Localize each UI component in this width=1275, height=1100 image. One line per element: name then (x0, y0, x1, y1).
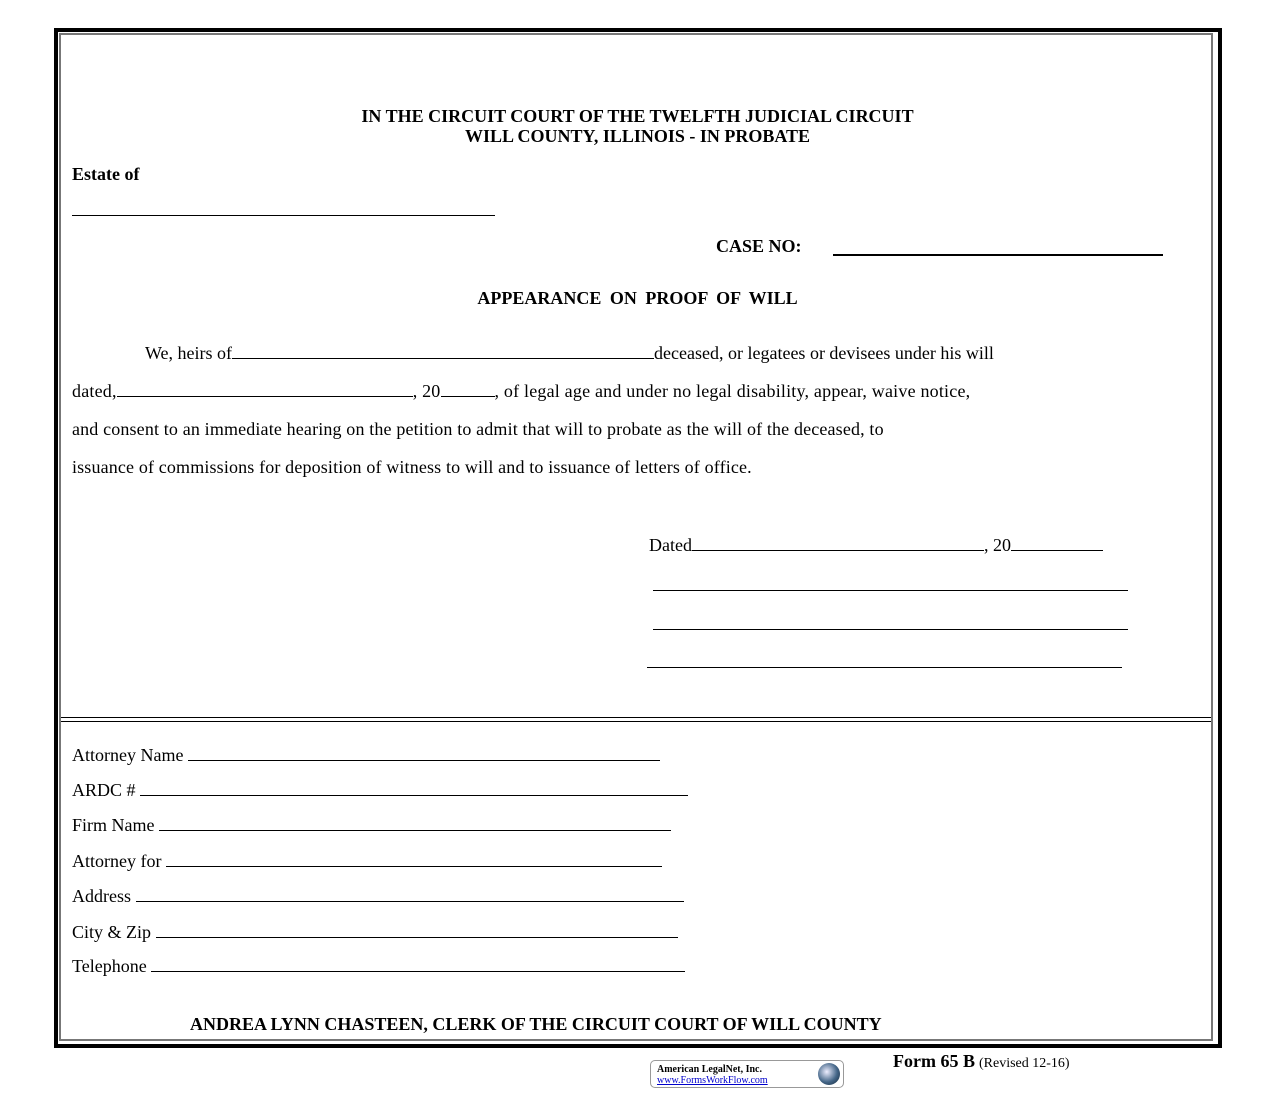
text: , of legal age and under no legal disability, appear, waive notice, (494, 381, 971, 401)
address-field[interactable] (136, 887, 684, 902)
address-row (72, 886, 684, 907)
label: Firm Name (72, 815, 155, 835)
ardc-row (72, 780, 688, 801)
signature-line-3[interactable] (647, 667, 1122, 668)
firm-name-row (72, 815, 671, 836)
court-header-line1: IN THE CIRCUIT COURT OF THE TWELFTH JUDICIAL CIRCUIT (361, 106, 914, 126)
dated-label: Dated (649, 535, 692, 555)
city-zip-field[interactable] (156, 923, 678, 938)
form-number-label: Form 65 B (893, 1051, 975, 1071)
body-p2 (72, 381, 970, 402)
estate-name-field[interactable] (72, 215, 495, 216)
section-divider (61, 717, 1211, 718)
logo-company: American LegalNet, Inc. (657, 1064, 762, 1075)
telephone-row (72, 956, 685, 977)
firm-name-field[interactable] (159, 816, 671, 831)
telephone-field[interactable] (151, 957, 685, 972)
body-p1 (145, 343, 994, 364)
city-zip-row (72, 922, 678, 943)
body-p4: issuance of commissions for deposition of witness to will and to issuance of letters of office. (72, 457, 752, 477)
logo-url-link[interactable]: www.FormsWorkFlow.com (657, 1075, 768, 1086)
dated-row (649, 535, 1103, 556)
ardc-field[interactable] (140, 781, 688, 796)
signature-line-1[interactable] (653, 590, 1128, 591)
dated-field[interactable] (692, 536, 984, 551)
american-legalnet-logo[interactable] (650, 1060, 844, 1088)
case-no-label: CASE NO: (716, 236, 802, 256)
label: ARDC # (72, 780, 136, 800)
dated-year-field[interactable] (1011, 536, 1103, 551)
attorney-for-row (72, 851, 662, 872)
label: City & Zip (72, 922, 152, 942)
label: Attorney for (72, 851, 162, 871)
revised-date: (Revised 12-16) (978, 1056, 1070, 1071)
attorney-name-field[interactable] (188, 746, 660, 761)
case-no-field[interactable] (833, 254, 1163, 256)
globe-icon (818, 1063, 840, 1085)
label: Address (72, 886, 131, 906)
text: deceased, or legatees or devisees under his will (654, 343, 994, 363)
attorney-name-row (72, 745, 660, 766)
estate-label: Estate of (72, 164, 140, 184)
form-number (893, 1051, 1070, 1072)
label: Attorney Name (72, 745, 184, 765)
label: Telephone (72, 956, 147, 976)
clerk-footer: ANDREA LYNN CHASTEEN, CLERK OF THE CIRCUIT COURT OF WILL COUNTY (190, 1014, 882, 1034)
signature-line-2[interactable] (653, 629, 1128, 630)
text: , 20 (412, 381, 441, 401)
year-prefix: , 20 (983, 535, 1011, 555)
body-p3: and consent to an immediate hearing on the petition to admit that will to probate as the will of the deceased, to (72, 419, 884, 439)
will-date-field[interactable] (117, 382, 413, 397)
text: We, heirs of (145, 343, 233, 363)
form-title: APPEARANCE ON PROOF OF WILL (477, 288, 798, 308)
court-header-line2: WILL COUNTY, ILLINOIS - IN PROBATE (464, 126, 811, 146)
attorney-for-field[interactable] (166, 852, 662, 867)
decedent-name-field[interactable] (232, 344, 654, 359)
section-divider (61, 721, 1211, 722)
text: dated, (72, 381, 117, 401)
will-year-field[interactable] (441, 382, 495, 397)
